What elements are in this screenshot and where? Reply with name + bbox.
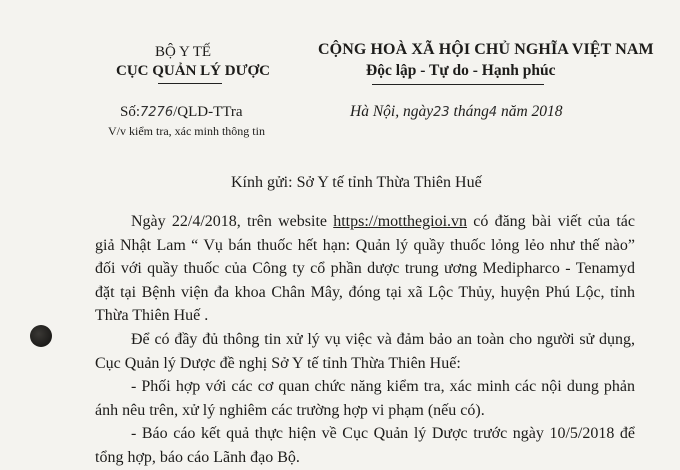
paragraph-2: Để có đầy đủ thông tin xử lý vụ việc và đảm bảo an toàn cho người sử dụng, Cục Quản lý Dược đề nghị Sở Y tế tỉnh Thừa Thiên Huế:: [95, 330, 635, 372]
national-title: CỘNG HOÀ XÃ HỘI CHỦ NGHĨA VIỆT NAM: [318, 41, 654, 58]
department-name: CỤC QUẢN LÝ DƯỢC: [115, 63, 271, 79]
handwritten-day: 23: [433, 105, 450, 120]
paragraph-1: [95, 210, 635, 328]
year-text: năm 2018: [500, 103, 563, 120]
paragraph-1-start: Ngày 22/4/2018, trên website: [131, 213, 334, 230]
number-suffix: /QLD-TTra: [173, 104, 243, 120]
right-header-underline: [372, 84, 544, 85]
handwritten-month: 4: [488, 105, 498, 120]
document-subject: V/v kiểm tra, xác minh thông tin: [108, 124, 265, 138]
place-and-date: [350, 103, 563, 121]
paragraph-1-rest: có đăng bài viết của tác giả Nhật Lam “ Vụ bán thuốc hết hạn: Quản lý quầy thuốc lỏng lẻo như thế nào” đối với quầy thuốc của Công ty cổ phần dược trung ương Medipharco - Tenamyd đặt tại Bệnh viện đa khoa Chân Mây, đóng tại xã Lộc Thủy, huyện Phú Lộc, tỉnh Thừa Thiên Huế .: [95, 213, 636, 325]
national-motto: Độc lập - Tự do - Hạnh phúc: [366, 62, 556, 79]
paragraph-3: - Phối hợp với các cơ quan chức năng kiểm tra, xác minh các nội dung phản ánh nêu trên, xử lý nghiêm các trường hợp vi phạm (nếu có).: [95, 378, 635, 419]
handwritten-number: 7276: [140, 105, 174, 120]
recipient-line: Kính gửi: Sở Y tế tỉnh Thừa Thiên Huế: [231, 174, 482, 191]
left-header-underline: [158, 83, 222, 84]
ministry-name: BỘ Y TẾ: [154, 44, 212, 60]
letter-body: [95, 210, 635, 470]
document-number: [120, 104, 243, 121]
month-label: tháng: [453, 103, 489, 120]
number-prefix: Số:: [120, 104, 141, 120]
place-label: Hà Nội, ngày: [350, 103, 434, 120]
punch-hole: [30, 325, 52, 347]
website-link[interactable]: https://motthegioi.vn: [333, 213, 468, 230]
paragraph-4: - Báo cáo kết quả thực hiện về Cục Quản lý Dược trước ngày 10/5/2018 để tổng hợp, báo cáo Lãnh đạo Bộ.: [95, 425, 635, 466]
